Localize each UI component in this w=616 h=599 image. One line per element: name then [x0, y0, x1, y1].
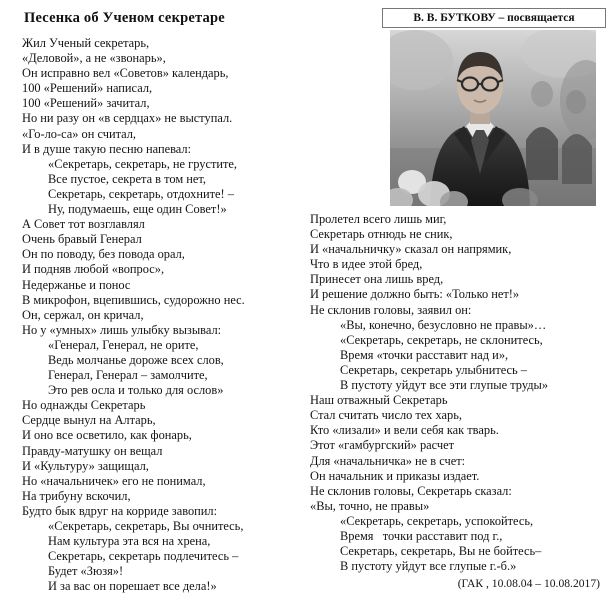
poem-line: Он по поводу, без повода орал,	[22, 247, 185, 262]
author-signature: (ГАК , 10.08.04 – 10.08.2017)	[457, 577, 600, 591]
page-title: Песенка об Ученом секретаре	[24, 10, 225, 26]
poem-line: Принесет она лишь вред,	[310, 272, 444, 287]
poem-line: «Генерал, Генерал, не орите,	[48, 337, 199, 352]
poem-line: Ведь молчанье дороже всех слов,	[48, 352, 224, 367]
poem-line: «Секретарь, секретарь, успокойтесь,	[340, 513, 534, 528]
portrait-photo	[390, 30, 596, 206]
poem-line: Секретарь, секретарь, Вы не бойтесь–	[340, 544, 542, 559]
poem-line: Все пустое, секрета в том нет,	[48, 171, 206, 186]
poem-line: Очень бравый Генерал	[22, 232, 142, 247]
poem-line: «Секретарь, секретарь, не склонитесь,	[340, 332, 543, 347]
poem-line: Ну, подумаешь, еще один Совет!»	[48, 202, 227, 217]
poem-line: Но ни разу он «в сердцах» не выступал.	[22, 111, 233, 126]
poem-line: В микрофон, вцепившись, судорожно нес.	[22, 292, 245, 307]
poem-line: Наш отважный Секретарь	[310, 393, 448, 408]
dedication-box	[382, 8, 606, 28]
poem-line: Генерал, Генерал – замолчите,	[48, 368, 208, 383]
poem-line: Но однажды Секретарь	[22, 398, 146, 413]
poem-line: «Вы, точно, не правы»	[310, 498, 430, 513]
poem-line: И «начальничку» сказал он напрямик,	[310, 242, 512, 257]
poem-line: Он, сержал, он кричал,	[22, 307, 144, 322]
poem-line: Правду-матушку он вещал	[22, 443, 163, 458]
poem-line: Не склонив головы, заявил он:	[310, 302, 472, 317]
poem-line: И за вас он порешает все дела!»	[48, 579, 217, 594]
poem-line: Что в идее этой бред,	[310, 257, 423, 272]
poem-line: Кто «лизали» и вели себя как тварь.	[310, 423, 499, 438]
poem-line: Это рев осла и только для ослов»	[48, 383, 224, 398]
poem-line: Секретарь, секретарь, отдохните! –	[48, 186, 234, 201]
poem-line: Не склонив головы, Секретарь сказал:	[310, 483, 512, 498]
poem-line: Секретарь, секретарь улыбнитесь –	[340, 362, 528, 377]
poem-line: И «Культуру» защищал,	[22, 458, 149, 473]
poem-line: И в душе такую песню напевал:	[22, 141, 192, 156]
poem-line: И решение должно быть: «Только нет!»	[310, 287, 520, 302]
poem-line: Пролетел всего лишь миг,	[310, 212, 447, 226]
poem-line: Недержанье и понос	[22, 277, 131, 292]
poem-line: И оно все осветило, как фонарь,	[22, 428, 192, 443]
poem-line: На трибуну вскочил,	[22, 488, 131, 503]
poem-line: Время «точки расставит над и»,	[340, 347, 509, 362]
poem-line: Будто бык вдруг на корриде завопил:	[22, 503, 218, 518]
poem-line: «Деловой», а не «звонарь»,	[22, 51, 166, 66]
poem-line: Время точки расставит под г.,	[340, 528, 503, 543]
poem-line: Нам культура эта вся на хрена,	[48, 534, 211, 549]
poem-line: Он начальник и приказы издает.	[310, 468, 480, 483]
poem-line: Но «начальничек» его не понимал,	[22, 473, 206, 488]
poem-line: И подняв любой «вопрос»,	[22, 262, 165, 277]
poem-line: «Секретарь, секретарь, Вы очнитесь,	[48, 519, 244, 533]
poem-right-column	[310, 212, 606, 591]
poem-line: Жил Ученый секретарь,	[22, 36, 150, 50]
dedication-text: В. В. БУТКОВУ – посвящается	[413, 12, 575, 24]
poem-line: Стал считать число тех харь,	[310, 408, 462, 423]
poem-line: Сердце вынул на Алтарь,	[22, 413, 156, 428]
poem-line: Он исправно вел «Советов» календарь,	[22, 66, 229, 81]
poem-line: Этот «гамбургский» расчет	[310, 438, 455, 453]
poem-line: Для «начальничка» не в счет:	[310, 453, 466, 468]
poem-line: А Совет тот возглавлял	[22, 217, 145, 232]
poem-line: Но у «умных» лишь улыбку вызывал:	[22, 322, 222, 337]
poem-line: 100 «Решений» зачитал,	[22, 96, 150, 111]
poem-line: В пустоту уйдут все эти глупые труды»	[340, 378, 549, 393]
poem-line: Секретарь отнюдь не сник,	[310, 227, 453, 242]
poem-line: Будет «Зюзя»!	[48, 564, 124, 579]
poem-line: 100 «Решений» написал,	[22, 81, 153, 96]
poem-line: В пустоту уйдут все глупые г.-б.»	[340, 559, 517, 574]
poem-line: Секретарь, секретарь подлечитесь –	[48, 549, 239, 564]
poem-line: «Вы, конечно, безусловно не правы»…	[340, 317, 547, 332]
poem-line: «Го-ло-са» он считал,	[22, 126, 137, 141]
poem-line: «Секретарь, секретарь, не грустите,	[48, 156, 237, 171]
